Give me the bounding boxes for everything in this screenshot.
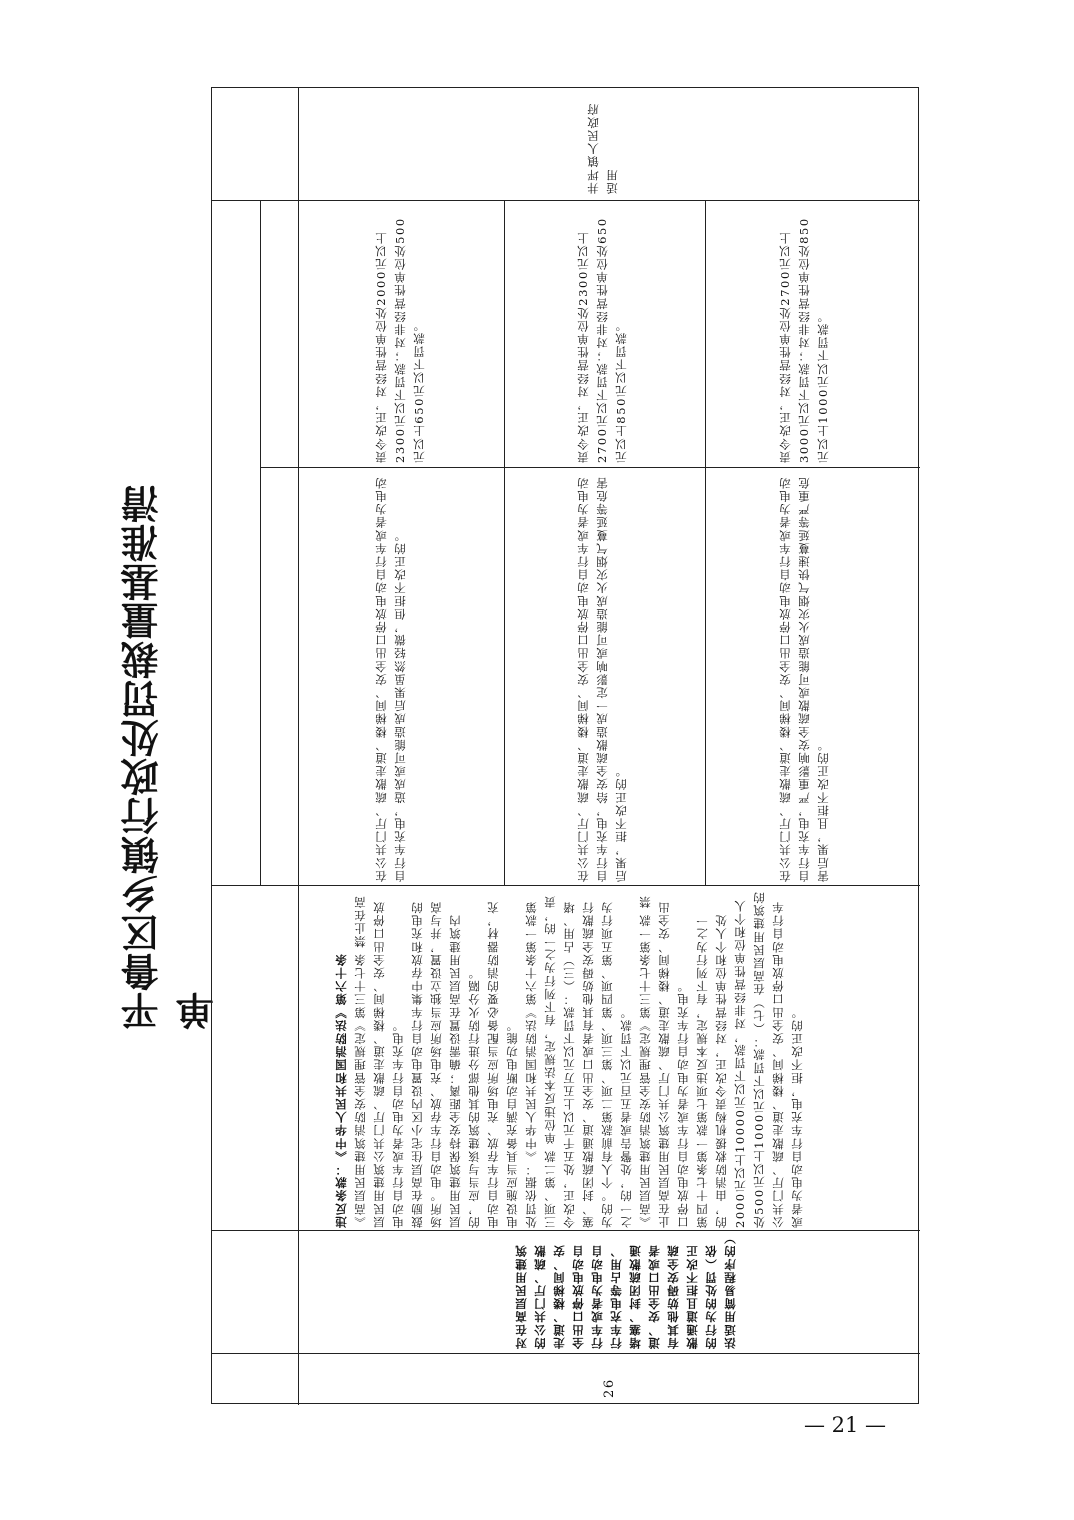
item-name: 对在高层民用建筑的公共门厅、疏散走道、楼梯间、安全出口停放电动自行车或者为电动自行车充电等占用、堵塞、封闭疏散通道、安全出口或者有其他妨碍安全疏散通道且拒不改正的行为的处罚（依法适用简易程序的）	[514, 1231, 737, 1349]
row-divider	[212, 1230, 920, 1231]
col-divider	[298, 88, 299, 1405]
basis-paragraph: 《高层民用建筑消防安全管理规定》第三十七条 禁止在高层民用建筑公共门厅、疏散走道、楼梯间、安全出口停放电动自行车或者为电动自行车充电。	[353, 895, 405, 1228]
level-1-circumstance: 在公共门厅、疏散走道、楼梯间、安全出口停放电动自行车或者为电动自行车充电，造成或可能造成后果虽然轻微，但拒不改正的。	[374, 475, 407, 882]
penalty-table	[211, 87, 919, 1404]
level-2-standard: 责令改正，对经营性单位处2300元以上2700元以下罚款；对非经营性单位处650元以上850元以下罚款。	[576, 217, 628, 463]
legal-basis	[332, 888, 804, 1228]
basis-paragraph: 处罚依据：《中华人民共和国消防法》第六十条第一款第三项、第二款 单位违反本法规定，有下列行为之一的，责令改正，处五千元以上五万元以下罚款：（三）占用、堵塞、封闭疏散通道、安全出口或者有其他妨碍安全疏散行为的。个人有前款第二项、第三项、第四项、第五项行为之一的，处警告或者五百元以下罚款。	[524, 895, 633, 1228]
row-number: 26	[602, 1378, 617, 1398]
col-divider	[705, 200, 706, 886]
page-title: 平鲁区乡镇行政处罚裁量基准清单	[120, 484, 220, 1030]
level-1-standard: 责令改正，对经营性单位处2000元以上2300元以下罚款；对非经营性单位处500元以上650元以下罚款。	[374, 217, 426, 463]
basis-paragraph: 电动自行车存放、充电场所应当配备必要的消防器材，充电设施应当具备充满自动断电功能。	[486, 900, 519, 1228]
col-divider	[260, 200, 261, 886]
basis-paragraph: 《高层民用建筑消防安全管理规定》第三十七条第一款 禁止在高层民用建筑公共门厅、疏散走道、楼梯间、安全出口停放电动自行车或者为电动自行车充电。	[638, 895, 690, 1228]
basis-paragraph: 鼓励在高层住宅小区内设置电动自行车集中存放和充电的场所。电动自行车存放、充电场所应当独立设置，并与高层民用建筑保持安全距离；确需设置在高层民用建筑内的，应当与该建筑的其他部分进行防火分隔。	[410, 900, 481, 1228]
row-divider	[212, 1353, 920, 1354]
basis-paragraph: 第四十七条第一款第七项违反本规定，有下列行为之一的，由消防救援机构责令改正，对经营性单位和个人处2000元以上10000元以下罚款，对非经营性单位和个人处500元以上1000元以下罚款：（七）在高层民用建筑的公共门厅、疏散走道、楼梯间、安全出口停放电动自行车或者为电动自行车充电，拒不改正的。	[695, 890, 804, 1228]
level-3-standard: 责令改正，对经营性单位处2700元以上3000元以下罚款；对非经营性单位处850元以上1000元以下罚款。	[778, 217, 830, 463]
page-number: — 21 —	[803, 1413, 887, 1437]
row-divider	[212, 200, 920, 201]
level-2-circumstance: 在公共门厅、疏散走道、楼梯间、安全出口停放电动自行车或者为电动自行车充电，给安全疏散造成一定影响或可能造成火灾烟气蔓延等危害后果，拒不改正的。	[576, 475, 628, 882]
row-divider	[260, 467, 920, 468]
applicable-scope: 井坪镇人民政府适用	[586, 102, 619, 194]
col-divider	[504, 200, 505, 886]
basis-paragraph: 违反条款：《中华人民共和国消防法》第六十条	[334, 952, 348, 1228]
row-divider	[212, 885, 920, 886]
level-3-circumstance: 在公共门厅、疏散走道、楼梯间、安全出口停放电动自行车或者为电动自行车充电，严重影响安全疏散或可能造成火灾烟气快速蔓延等严重危害后果，且拒不改正的。	[778, 475, 830, 882]
